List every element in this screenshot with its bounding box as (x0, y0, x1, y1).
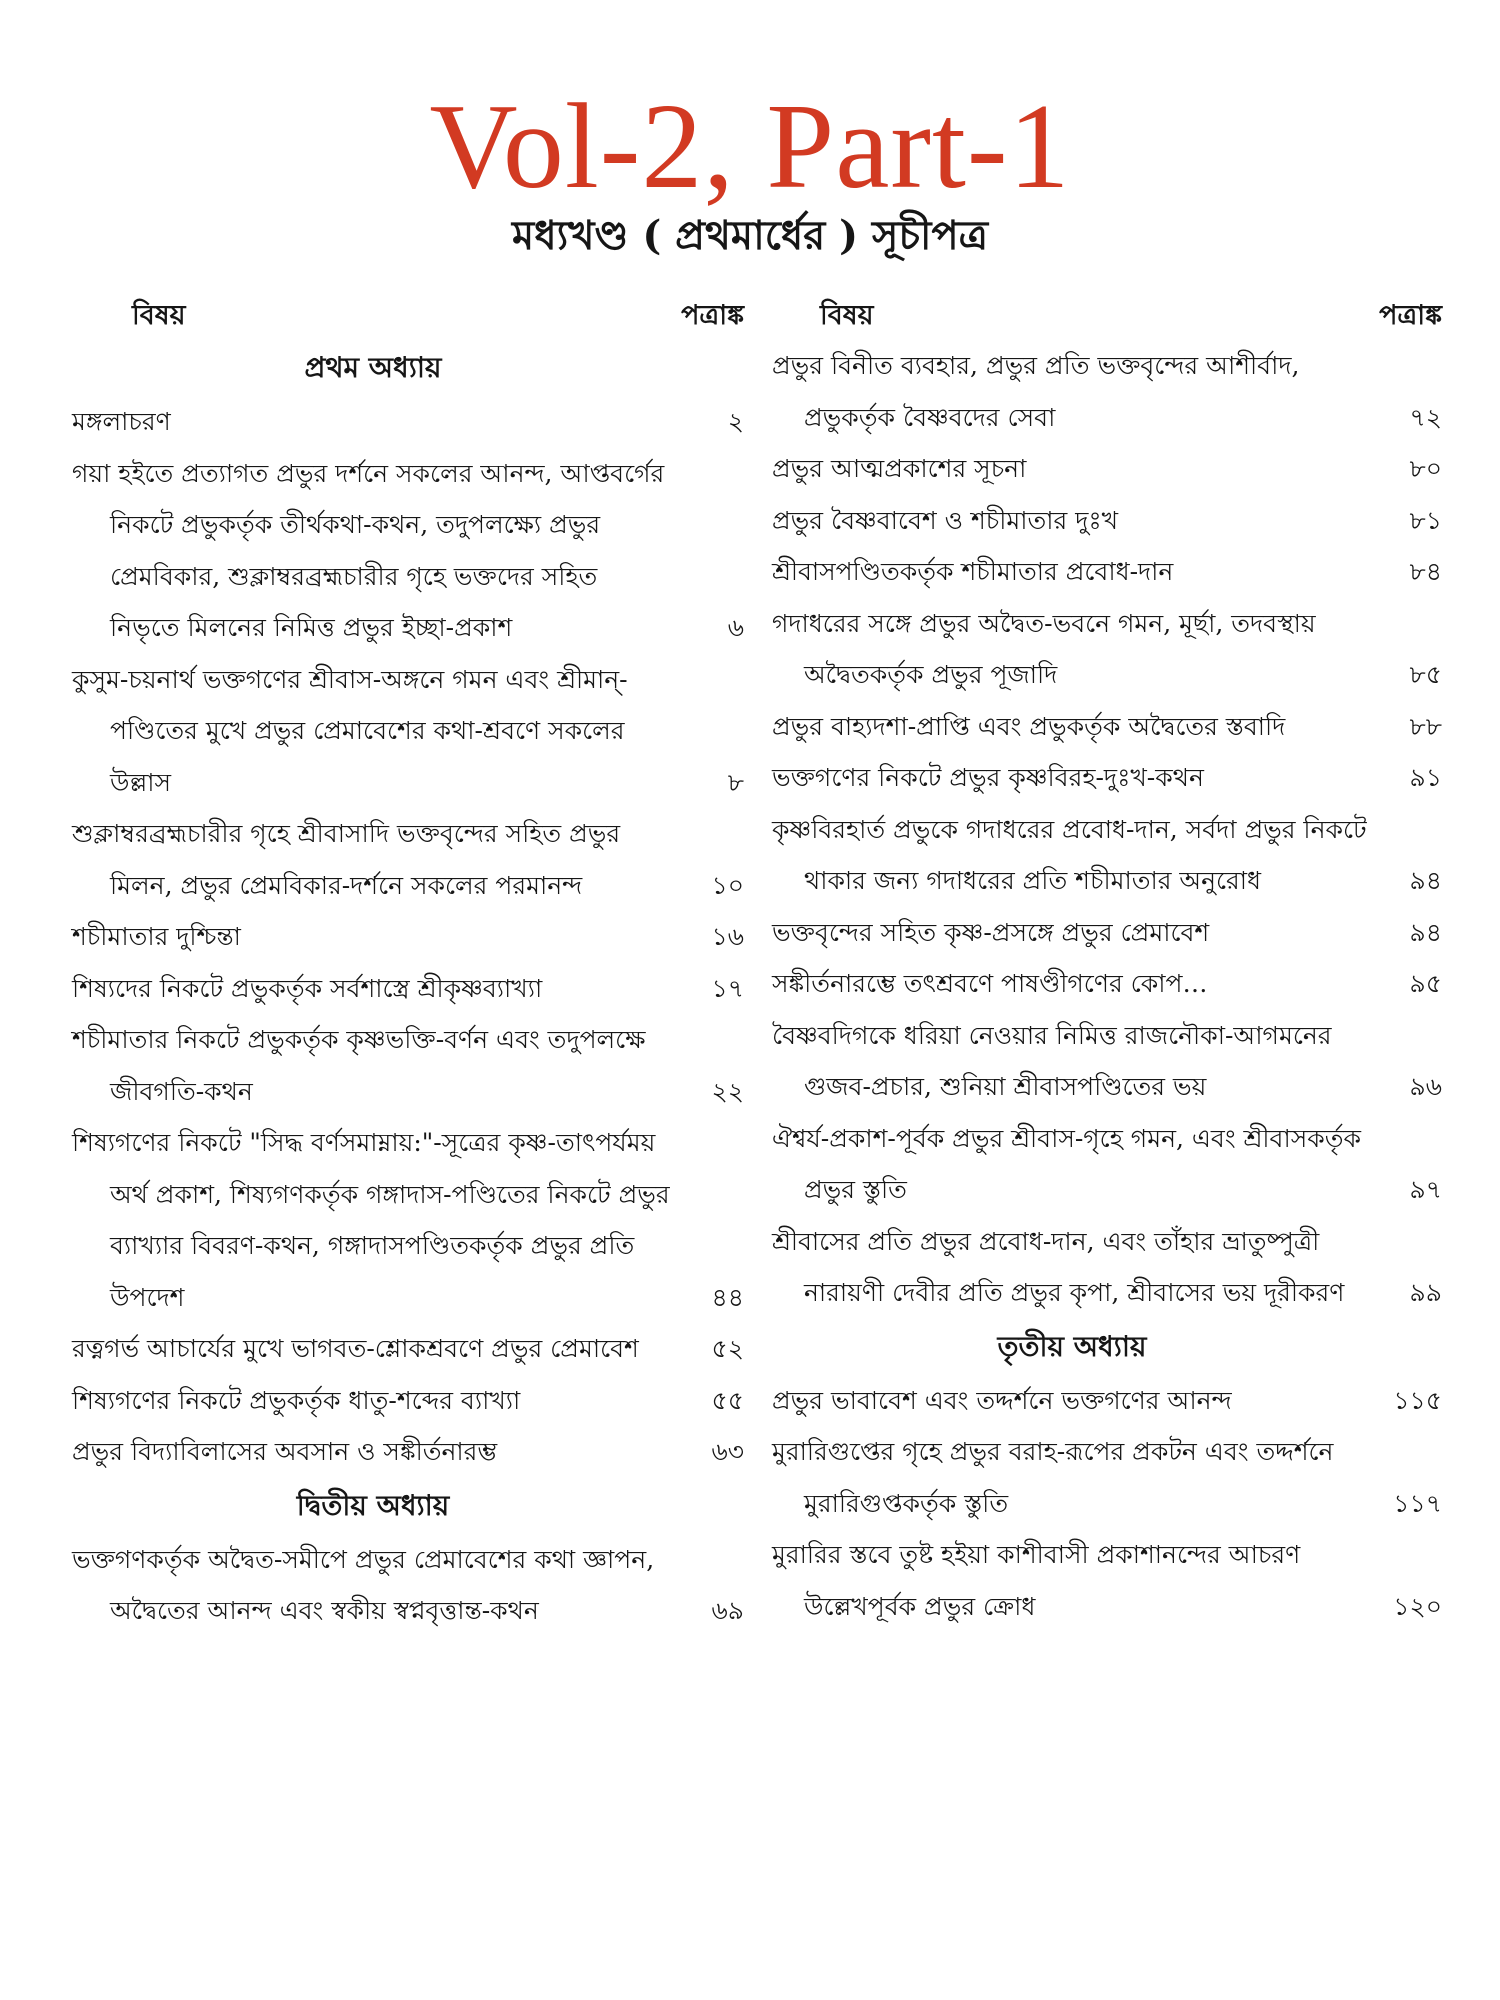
toc-entry (72, 1117, 744, 1323)
toc-entry (772, 804, 1442, 907)
entry-text: মুরারিগুপ্তের গৃহে প্রভুর বরাহ-রূপের প্রকটন এবং তদ্দর্শনে মুরারিগুপ্তকর্তৃক স্তুতি (772, 1437, 1334, 1518)
entry-page: ৮১ (1409, 505, 1442, 535)
entry-text: ভক্তবৃন্দের সহিত কৃষ্ণ-প্রসঙ্গে প্রভুর প্রেমাবেশ (772, 917, 1210, 947)
toc-entry (72, 1014, 744, 1117)
subject-heading: বিষয় (132, 300, 186, 331)
entry-page: ৯৯ (1409, 1278, 1442, 1307)
toc-entry (772, 546, 1442, 598)
right-column-header (772, 292, 1442, 340)
left-column (72, 292, 744, 1637)
entry-text: শিষ্যদের নিকটে প্রভুকর্তৃক সর্বশাস্ত্রে শ্রীকৃষ্ণব্যাখ্যা (72, 973, 543, 1003)
entry-page: ৮ (727, 767, 744, 797)
toc-entry (72, 654, 744, 809)
entry-text: গদাধরের সঙ্গে প্রভুর অদ্বৈত-ভবনে গমন, মূর্ছা, তদবস্থায় অদ্বৈতকর্তৃক প্রভুর পূজাদি (772, 608, 1316, 689)
entry-text: প্রভুর বিনীত ব্যবহার, প্রভুর প্রতি ভক্তবৃন্দের আশীর্বাদ, প্রভুকর্তৃক বৈষ্ণবদের সেবা (772, 351, 1300, 432)
entry-page: ২ (727, 407, 744, 436)
entry-text: শচীমাতার দুশ্চিন্তা (72, 922, 241, 951)
toc-entry (772, 443, 1442, 495)
toc-entry (772, 340, 1442, 443)
entry-page: ৯৬ (1409, 1072, 1442, 1101)
entry-text: শিষ্যগণের নিকটে প্রভুকর্তৃক ধাতু-শব্দের ব্যাখ্যা (72, 1385, 521, 1415)
toc-entry (772, 1010, 1442, 1113)
toc-entry (772, 1113, 1442, 1216)
entry-text: শ্রীবাসপণ্ডিতকর্তৃক শচীমাতার প্রবোধ-দান (772, 557, 1174, 586)
right-column (772, 292, 1442, 1632)
entry-page: ৫২ (711, 1334, 744, 1363)
volume-title: Vol-2, Part-1 (429, 79, 1071, 214)
entry-text: সঙ্কীর্তনারম্ভে তৎশ্রবণে পাষণ্ডীগণের কোপ… (772, 969, 1208, 998)
entry-text: শুক্লাম্বরব্রহ্মচারীর গৃহে শ্রীবাসাদি ভক্তবৃন্দের সহিত প্রভুর মিলন, প্রভুর প্রেমবিকার-দর্শনে সকলের পরমানন্দ (72, 819, 621, 900)
entry-text: ভক্তগণের নিকটে প্রভুর কৃষ্ণবিরহ-দুঃখ-কথন (772, 763, 1204, 792)
entry-text: প্রভুর বিদ্যাবিলাসের অবসান ও সঙ্কীর্তনারম্ভ (72, 1437, 498, 1466)
entry-page: ৯৫ (1409, 969, 1442, 998)
entry-text: গয়া হইতে প্রত্যাগত প্রভুর দর্শনে সকলের আনন্দ, আপ্তবর্গের নিকটে প্রভুকর্তৃক তীর্থকথা-কথন, তদুপলক্ষ্যে প্রভুর প্রেমবিকার, শুক্লাম্বরব্রহ্মচারীর গৃহে ভক্তদের সহিত নিভৃতে মিলনের নিমিত্ত প্রভুর ইচ্ছা-প্রকাশ (72, 458, 665, 642)
page-heading: পত্রাঙ্ক (1379, 300, 1442, 331)
entry-page: ৯৪ (1409, 866, 1442, 895)
entry-text: প্রভুর আত্মপ্রকাশের সূচনা (772, 454, 1027, 483)
entry-page: ৬ (727, 613, 744, 642)
entry-text: শচীমাতার নিকটে প্রভুকর্তৃক কৃষ্ণভক্তি-বর্ণন এবং তদুপলক্ষে জীবগতি-কথন (72, 1025, 646, 1106)
entry-text: প্রভুর বৈষ্ণবাবেশ ও শচীমাতার দুঃখ (772, 505, 1119, 535)
page-subtitle: মধ্যখণ্ড ( প্রথমার্ধের ) সূচীপত্র (511, 212, 989, 259)
toc-entry (772, 907, 1442, 959)
toc-entry (72, 1534, 744, 1637)
entry-page: ৭২ (1409, 402, 1442, 432)
toc-entry (772, 958, 1442, 1010)
entry-text: মঙ্গলাচরণ (72, 407, 171, 436)
toc-entry (772, 495, 1442, 547)
entry-page: ১১৭ (1393, 1488, 1442, 1518)
entry-page: ৮০ (1409, 454, 1442, 483)
entry-text: মুরারির স্তবে তুষ্ট হইয়া কাশীবাসী প্রকাশানন্দের আচরণ উল্লেখপূর্বক প্রভুর ক্রোধ (772, 1540, 1301, 1621)
toc-entry (772, 701, 1442, 753)
toc-entry (72, 963, 744, 1015)
entry-text: শিষ্যগণের নিকটে "সিদ্ধ বর্ণসমাম্নায়:"-সূত্রের কৃষ্ণ-তাৎপর্যময় অর্থ প্রকাশ, শিষ্যগণকর্তৃক গঙ্গাদাস-পণ্ডিতের নিকটে প্রভুর ব্যাখ্যার বিবরণ-কথন, গঙ্গাদাসপণ্ডিতকর্তৃক প্রভুর প্রতি উপদেশ (72, 1128, 670, 1312)
entry-page: ১০ (711, 870, 744, 900)
entry-text: প্রভুর বাহ্যদশা-প্রাপ্তি এবং প্রভুকর্তৃক অদ্বৈতের স্তবাদি (772, 711, 1286, 741)
entry-text: ভক্তগণকর্তৃক অদ্বৈত-সমীপে প্রভুর প্রেমাবেশের কথা জ্ঞাপন, অদ্বৈতের আনন্দ এবং স্বকীয় স্বপ্নবৃত্তান্ত-কথন (72, 1544, 655, 1625)
chapter-heading-3: তৃতীয় অধ্যায় (997, 1329, 1147, 1363)
entry-text: কৃষ্ণবিরহার্ত প্রভুকে গদাধরের প্রবোধ-দান, সর্বদা প্রভুর নিকটে থাকার জন্য গদাধরের প্রতি শচীমাতার অনুরোধ (772, 814, 1367, 895)
entry-text: ঐশ্বর্য-প্রকাশ-পূর্বক প্রভুর শ্রীবাস-গৃহে গমন, এবং শ্রীবাসকর্তৃক প্রভুর স্তুতি (772, 1123, 1361, 1204)
entry-page: ১৬ (711, 922, 744, 951)
subject-heading: বিষয় (820, 300, 874, 331)
page-heading: পত্রাঙ্ক (681, 300, 744, 331)
toc-entry (72, 396, 744, 448)
entry-page: ৮৮ (1409, 711, 1442, 741)
entry-page: ৯৪ (1409, 917, 1442, 947)
entry-text: প্রভুর ভাবাবেশ এবং তদ্দর্শনে ভক্তগণের আনন্দ (772, 1385, 1232, 1415)
toc-entry (772, 1216, 1442, 1319)
toc-entry (72, 911, 744, 963)
entry-text: শ্রীবাসের প্রতি প্রভুর প্রবোধ-দান, এবং তাঁহার ভ্রাতুষ্পুত্রী নারায়ণী দেবীর প্রতি প্রভুর কৃপা, শ্রীবাসের ভয় দূরীকরণ (772, 1226, 1345, 1307)
left-column-header (72, 292, 744, 340)
entry-page: ৫৫ (711, 1385, 744, 1415)
toc-entry (72, 1426, 744, 1478)
toc-entry (772, 752, 1442, 804)
toc-entry (772, 1529, 1442, 1632)
entry-page: ৬৩ (711, 1437, 744, 1466)
entry-page: ৮৫ (1409, 660, 1442, 689)
toc-entry (72, 448, 744, 654)
entry-page: ২২ (711, 1076, 744, 1106)
chapter-heading-2: দ্বিতীয় অধ্যায় (296, 1488, 450, 1522)
toc-entry (72, 1375, 744, 1427)
entry-page: ১২০ (1393, 1591, 1442, 1621)
entry-text: রত্নগর্ভ আচার্যের মুখে ভাগবত-শ্লোকশ্রবণে প্রভুর প্রেমাবেশ (72, 1334, 639, 1363)
entry-text: বৈষ্ণবদিগকে ধরিয়া নেওয়ার নিমিত্ত রাজনৌকা-আগমনের গুজব-প্রচার, শুনিয়া শ্রীবাসপণ্ডিতের ভয় (772, 1020, 1332, 1101)
entry-page: ৮৪ (1409, 557, 1442, 586)
entry-text: কুসুম-চয়নার্থ ভক্তগণের শ্রীবাস-অঙ্গনে গমন এবং শ্রীমান্-পণ্ডিতের মুখে প্রভুর প্রেমাবেশের কথা-শ্রবণে সকলের উল্লাস (72, 664, 628, 797)
toc-entry (772, 1375, 1442, 1427)
entry-page: ৯৭ (1409, 1175, 1442, 1204)
entry-page: ৯১ (1409, 763, 1442, 792)
entry-page: ৬৯ (711, 1596, 744, 1625)
entry-page: ১১৫ (1393, 1385, 1442, 1415)
toc-entry (72, 1323, 744, 1375)
entry-page: ৪৪ (711, 1282, 744, 1312)
toc-entry (72, 808, 744, 911)
chapter-heading-1: প্রথম অধ্যায় (304, 351, 442, 384)
entry-page: ১৭ (711, 973, 744, 1003)
toc-entry (772, 1426, 1442, 1529)
toc-entry (772, 598, 1442, 701)
